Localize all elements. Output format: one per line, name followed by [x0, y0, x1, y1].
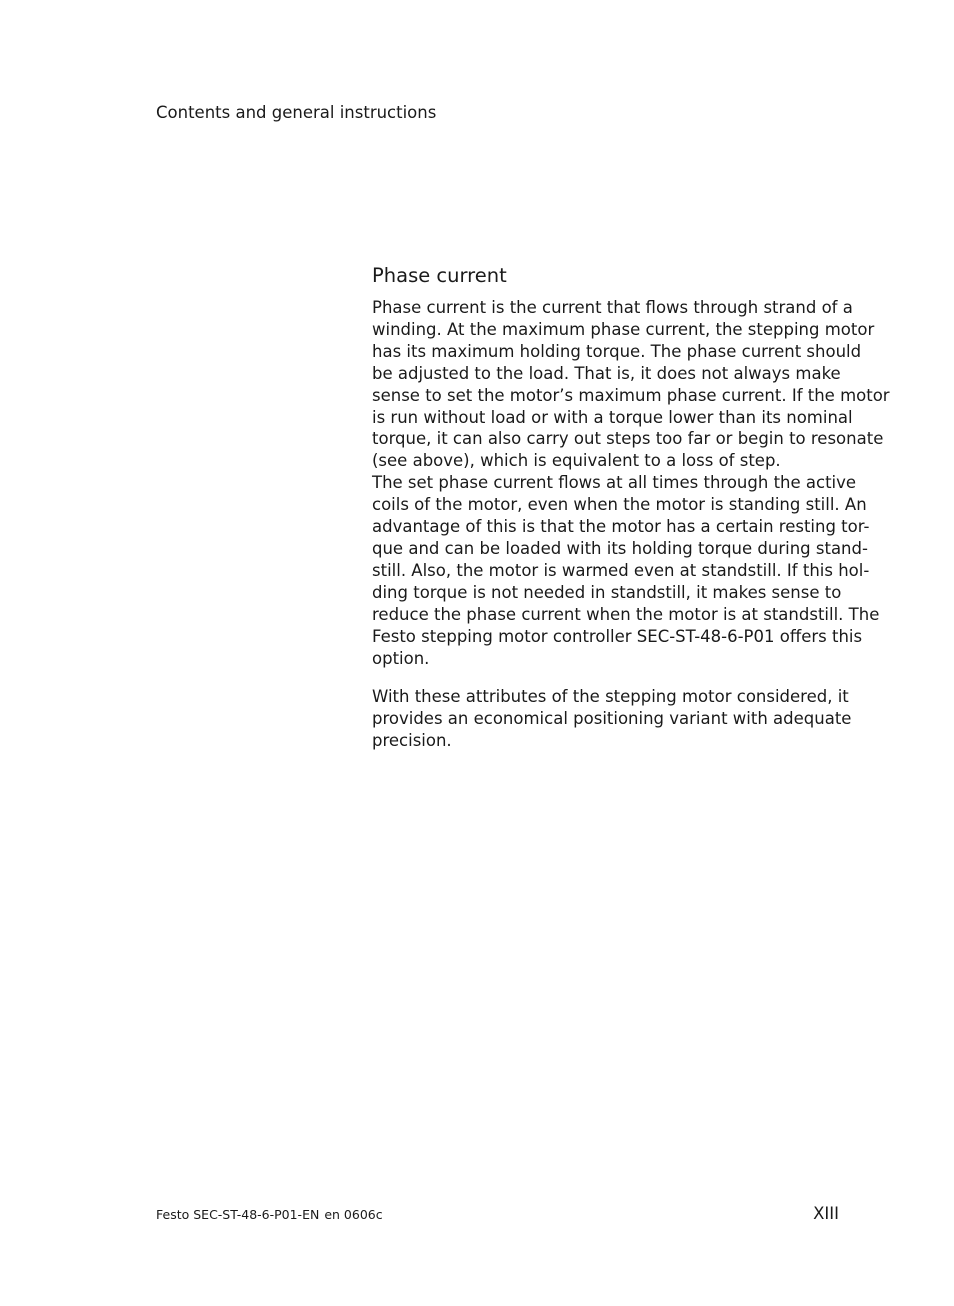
paragraph-2: [372, 472, 880, 669]
text-line: option.: [372, 648, 430, 668]
text-line: provides an economical positioning variant with adequate: [372, 709, 852, 729]
running-header: Contents and general instructions: [156, 103, 437, 122]
section-title: Phase current: [372, 264, 507, 287]
text-line: With these attributes of the stepping motor considered, it: [372, 687, 849, 707]
text-line: coils of the motor, even when the motor is standing still. An: [372, 495, 867, 515]
text-line: torque, it can also carry out steps too far or begin to resonate: [372, 429, 884, 449]
text-line: be adjusted to the load. That is, it does not always make: [372, 363, 841, 383]
footer-doc-version: en 0606c: [324, 1207, 383, 1222]
main-content: [372, 264, 890, 752]
text-line: advantage of this is that the motor has a certain resting tor-: [372, 517, 870, 537]
text-line: que and can be loaded with its holding torque during stand-: [372, 538, 868, 558]
text-line: (see above), which is equivalent to a loss of step.: [372, 451, 781, 471]
text-line: The set phase current flows at all times through the active: [372, 473, 857, 493]
text-line: sense to set the motor’s maximum phase current. If the motor: [372, 385, 890, 405]
footer-doc-id: Festo SEC-ST-48-6-P01-EN: [156, 1207, 320, 1222]
text-line: is run without load or with a torque lower than its nominal: [372, 407, 853, 427]
page-number: XIII: [813, 1204, 839, 1223]
footer-doc-info: [156, 1207, 383, 1223]
text-line: reduce the phase current when the motor is at standstill. The: [372, 604, 880, 624]
paragraph-3: [372, 686, 850, 752]
text-line: winding. At the maximum phase current, the stepping motor: [372, 319, 875, 339]
text-line: Festo stepping motor controller SEC-ST-48-6-P01 offers this: [372, 626, 863, 646]
text-line: still. Also, the motor is warmed even at standstill. If this hol-: [372, 560, 870, 580]
text-line: precision.: [372, 731, 452, 751]
paragraph-1: [372, 297, 890, 472]
text-line: ding torque is not needed in standstill, it makes sense to: [372, 582, 842, 602]
text-line: has its maximum holding torque. The phase current should: [372, 341, 862, 361]
text-line: Phase current is the current that flows through strand of a: [372, 298, 853, 317]
